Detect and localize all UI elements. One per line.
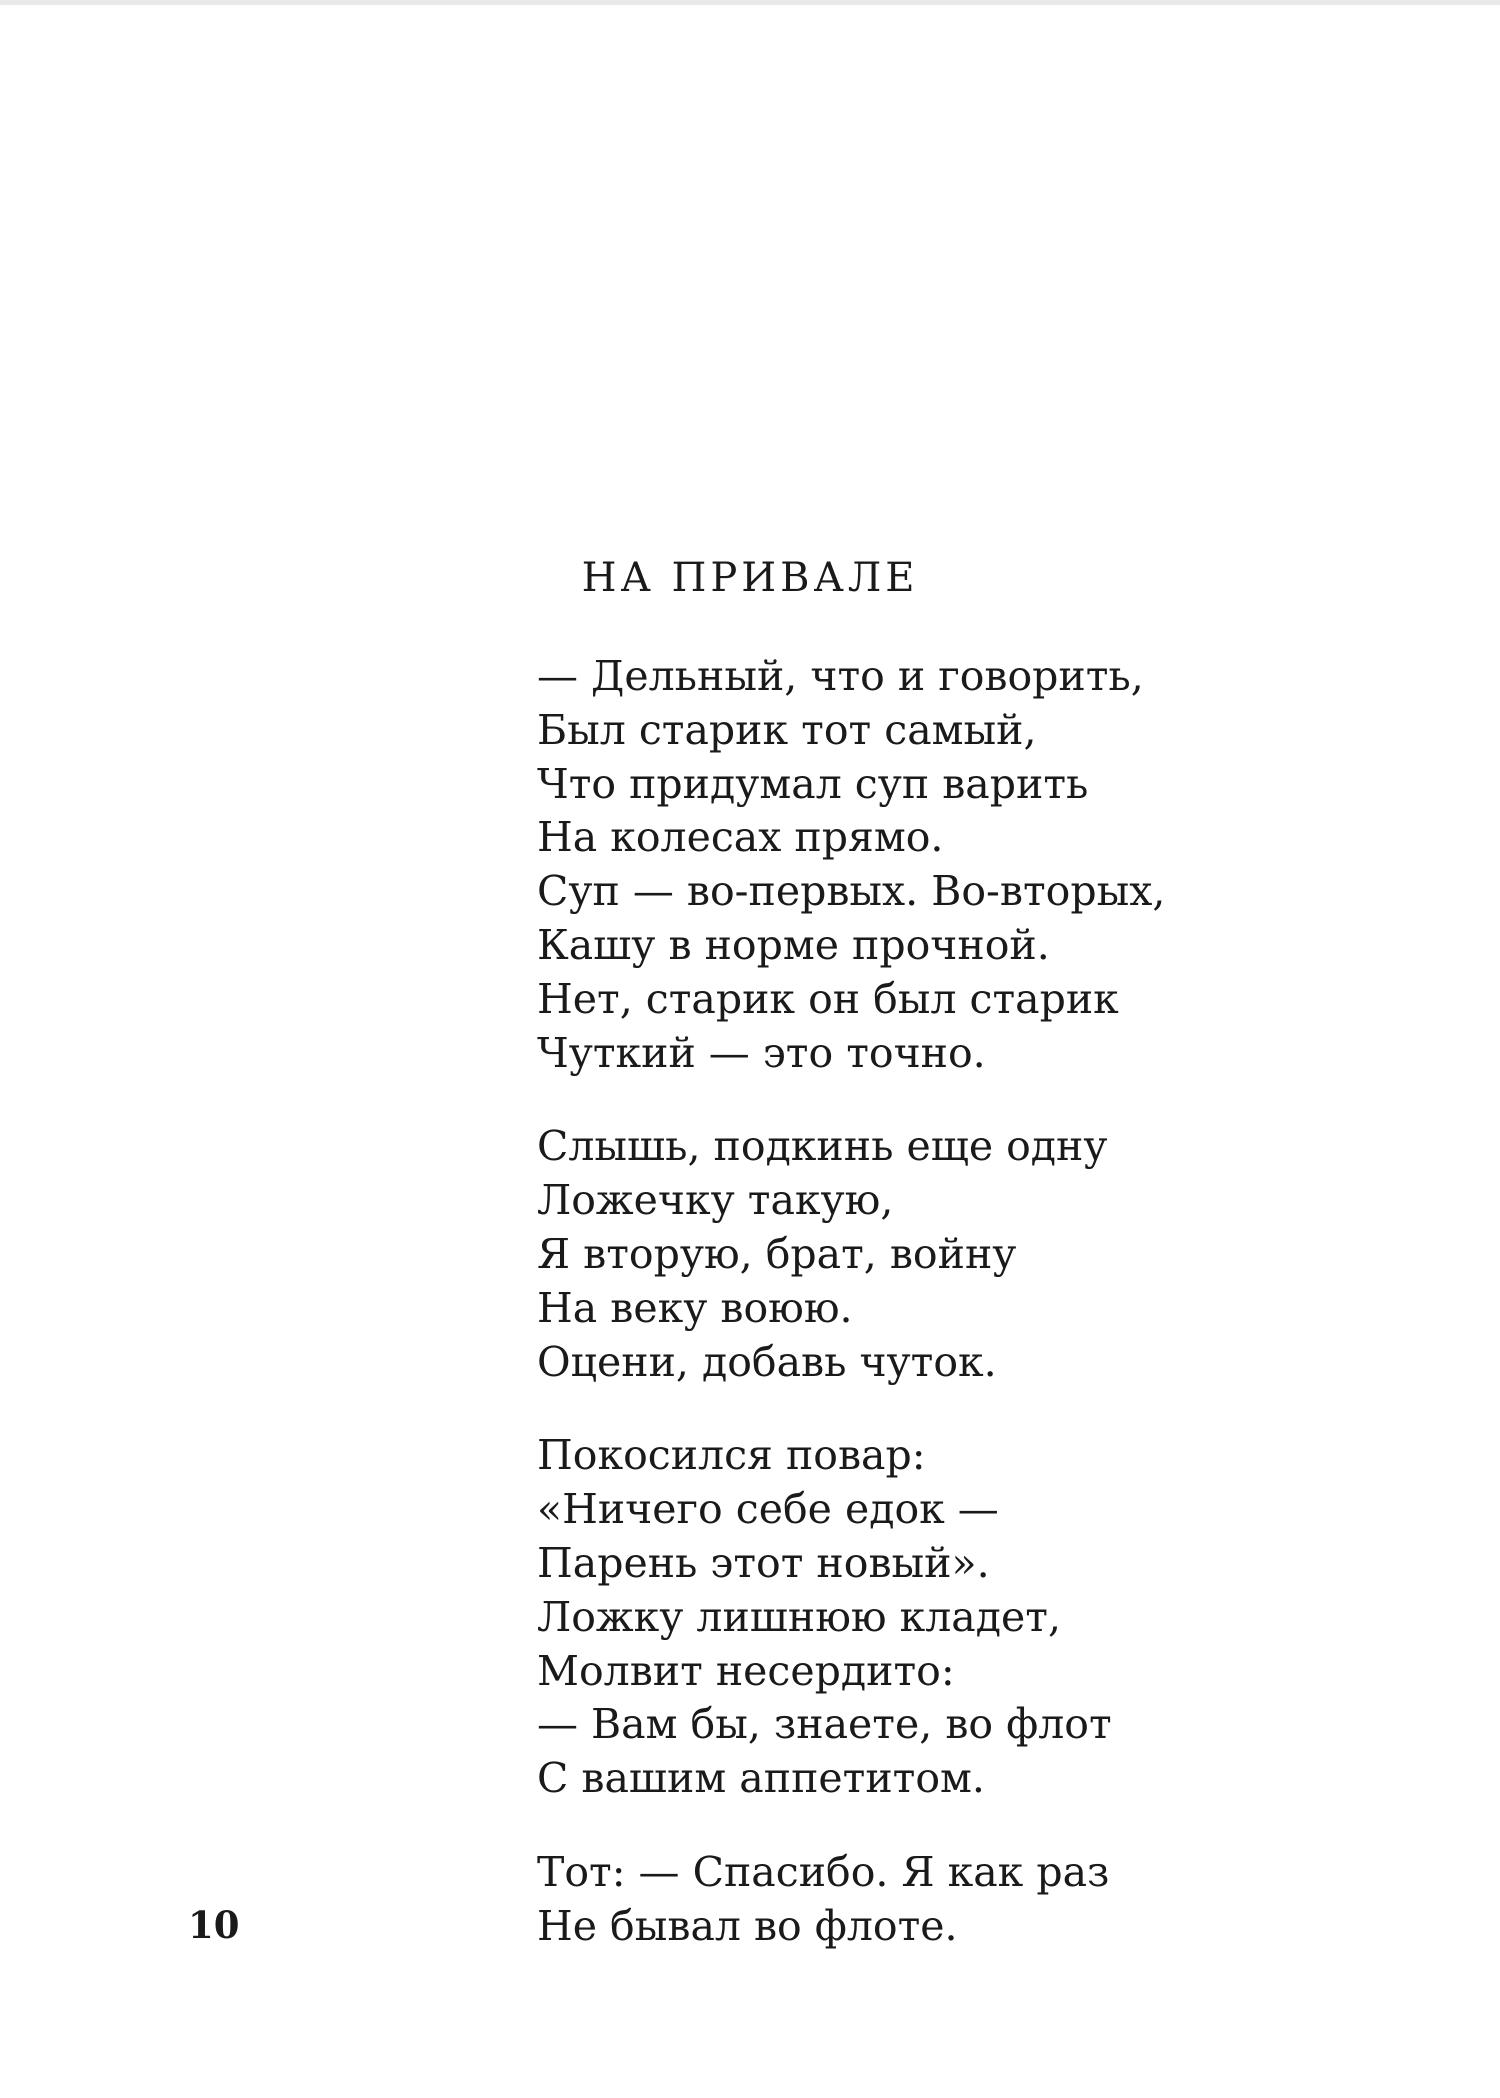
- poem-line: Покосился повар:: [537, 1431, 926, 1480]
- poem-line: Был старик тот самый,: [537, 705, 1037, 754]
- poem-line: Суп — во-первых. Во-вторых,: [537, 867, 1166, 916]
- poem-line: Оцени, добавь чуток.: [537, 1337, 997, 1386]
- poem-line: Не бывал во флоте.: [537, 1901, 958, 1950]
- poem-line: Молвит несердито:: [537, 1646, 955, 1695]
- poem-line: На колесах прямо.: [537, 813, 944, 862]
- poem-line: Ложку лишнюю кладет,: [537, 1592, 1061, 1641]
- poem-line: Тот: — Спасибо. Я как раз: [537, 1847, 1110, 1896]
- poem-body: [537, 650, 1437, 1994]
- poem-line: Нет, старик он был старик: [537, 974, 1119, 1023]
- stanza-3: [537, 1429, 1437, 1806]
- poem-line: Парень этот новый».: [537, 1538, 990, 1587]
- poem-line: С вашим аппетитом.: [537, 1754, 985, 1803]
- poem-line: — Вам бы, знаете, во флот: [537, 1700, 1112, 1749]
- poem-line: На веку воюю.: [537, 1283, 853, 1332]
- stanza-1: [537, 650, 1437, 1080]
- stanza-2: [537, 1120, 1437, 1389]
- poem-line: Я вторую, брат, войну: [537, 1229, 1017, 1278]
- poem-line: Слышь, подкинь еще одну: [537, 1122, 1108, 1171]
- poem-line: «Ничего себе едок —: [537, 1485, 999, 1534]
- poem-line: Кашу в норме прочной.: [537, 920, 1050, 969]
- poem-title: НА ПРИВАЛЕ: [581, 555, 919, 601]
- stanza-4: [537, 1846, 1437, 1954]
- page-number: 10: [188, 1903, 240, 1947]
- poem-line: Чуткий — это точно.: [537, 1028, 986, 1077]
- poem-line: — Дельный, что и говорить,: [537, 652, 1144, 700]
- poem-line: Что придумал суп варить: [537, 759, 1089, 808]
- poem-line: Ложечку такую,: [537, 1176, 894, 1225]
- top-edge-rule: [0, 0, 1500, 5]
